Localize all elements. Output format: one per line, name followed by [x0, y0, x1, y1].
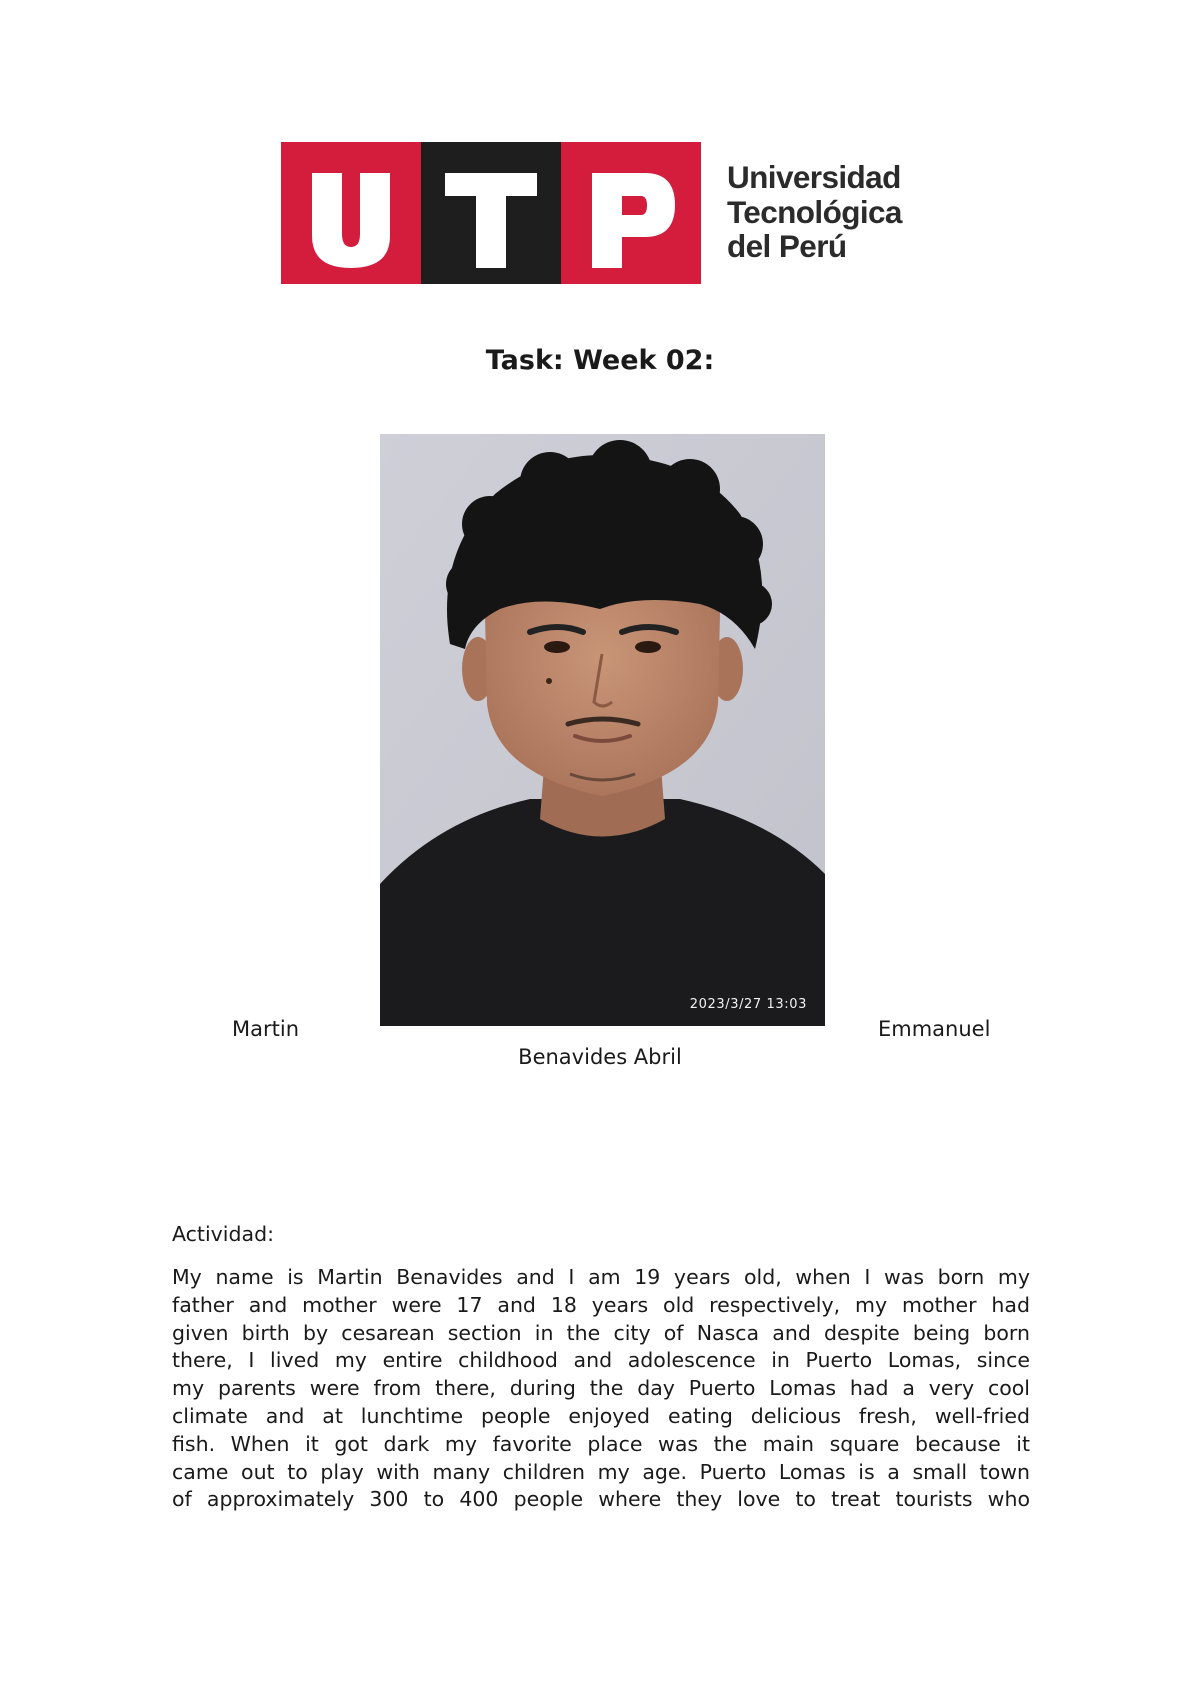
paragraph-line: given birth by cesarean section in the city of Nasca and despite being born — [172, 1320, 1030, 1345]
paragraph-line: My name is Martin Benavides and I am 19 years old, when I was born my — [172, 1265, 1030, 1289]
wordmark-line-3: del Perú — [727, 228, 847, 264]
logo-letter-p — [561, 142, 701, 284]
portrait-illustration — [380, 434, 825, 1026]
student-first-name: Martin — [232, 1017, 299, 1041]
wordmark-line-1: Universidad — [727, 159, 901, 195]
logo-letter-u — [281, 142, 421, 284]
photo-timestamp: 2023/3/27 13:03 — [689, 997, 807, 1012]
paragraph-line: father and mother were 17 and 18 years old respectively, my mother had — [172, 1292, 1030, 1317]
utp-logo — [281, 142, 981, 284]
page-title: Task: Week 02: — [485, 345, 715, 376]
logo-letter-t — [421, 142, 561, 284]
paragraph-line: climate and at lunchtime people enjoyed eating delicious fresh, well-fried — [172, 1403, 1030, 1428]
student-middle-name: Emmanuel — [878, 1017, 991, 1041]
student-photo — [380, 434, 825, 1026]
student-last-name: Benavides Abril — [518, 1045, 682, 1069]
logo-wordmark — [727, 160, 902, 264]
paragraph-line: fish. When it got dark my favorite place was the main square because it — [172, 1431, 1030, 1456]
paragraph-line: my parents were from there, during the day Puerto Lomas had a very cool — [172, 1376, 1030, 1401]
activity-paragraph — [172, 1264, 1030, 1514]
paragraph-line: there, I lived my entire childhood and adolescence in Puerto Lomas, since — [172, 1348, 1030, 1373]
wordmark-line-2: Tecnológica — [727, 193, 902, 230]
paragraph-line: came out to play with many children my age. Puerto Lomas is a small town — [172, 1459, 1030, 1484]
activity-label: Actividad: — [172, 1222, 274, 1246]
paragraph-line: of approximately 300 to 400 people where they love to treat tourists who — [172, 1487, 1030, 1512]
